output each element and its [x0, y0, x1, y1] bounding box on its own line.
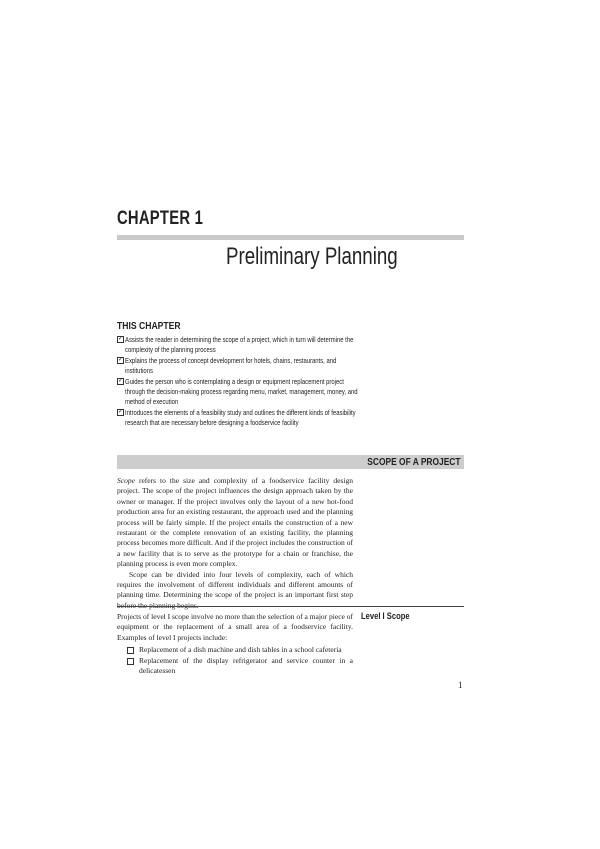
objective-text: Introduces the elements of a feasibility study and outlines the different kinds of feasibility research that are necessary before designing a foodservice facility	[125, 407, 356, 428]
section-title: SCOPE OF A PROJECT	[366, 456, 460, 468]
list-item	[117, 645, 353, 655]
list-item-text: Replacement of the display refrigerator and service counter in a delicatessen	[139, 655, 353, 676]
list-item	[117, 656, 353, 677]
examples-list	[117, 645, 353, 676]
this-chapter-heading: THIS CHAPTER	[117, 320, 181, 332]
section-body	[117, 476, 353, 611]
chapter-rule	[117, 235, 464, 240]
section-heading-band	[117, 455, 464, 469]
objective-item	[117, 335, 417, 356]
term-scope: Scope	[117, 476, 135, 485]
chapter-objectives-list	[117, 335, 417, 429]
body-paragraph: Projects of level I scope involve no more than the selection of a major piece of equipment or the replacement of a small area of a foodservice facility. Examples of level I projects include:	[117, 612, 353, 642]
chapter-title: Preliminary Planning	[226, 243, 398, 270]
checkbox-checked-icon: ✓	[118, 377, 124, 384]
objective-text: Guides the person who is contemplating a design or equipment replacement project through the decision-making process regarding menu, market, management, money, and method of execution	[125, 376, 358, 407]
checkbox-checked-icon: ✓	[118, 408, 124, 415]
paragraph-text: refers to the size and complexity of a foodservice facility design project. The scope of the project influences the design approach taken by the owner or manager. If the project involves only the layout of a new hot-food production area for an existing restaurant, the approach used and the planning process will be fairly simple. If the project entails the construction of a new restaurant or the complete renovation of an existing facility, the planning process becomes more difficult. And if the project includes the construction of a new facility that is to serve as the prototype for a chain or franchise, the planning process is even more complex.	[117, 476, 353, 569]
checkbox-checked-icon: ✓	[118, 356, 124, 363]
list-item-text: Replacement of a dish machine and dish tables in a school cafeteria	[139, 645, 342, 655]
subsection-body	[117, 612, 353, 676]
objective-item	[117, 377, 417, 408]
page-number: 1	[458, 680, 463, 690]
checkbox-checked-icon: ✓	[118, 336, 124, 342]
subsection-rule	[117, 606, 464, 607]
objective-text: Explains the process of concept development for hotels, chains, restaurants, and institutions	[125, 355, 337, 376]
body-paragraph	[117, 476, 353, 570]
checkbox-empty-icon	[127, 647, 134, 654]
objective-item	[117, 356, 417, 377]
objective-text: Assists the reader in determining the scope of a project, which in turn will determine the complexity of the planning process	[125, 335, 354, 355]
subsection-heading: Level I Scope	[361, 611, 410, 622]
body-paragraph: Scope can be divided into four levels of complexity, each of which requires the involvement of different individuals and different amounts of planning time. Determining the scope of the project is an important first step before the planning begins.	[117, 569, 353, 610]
objective-item	[117, 408, 417, 429]
checkbox-empty-icon	[127, 658, 134, 665]
chapter-label: CHAPTER 1	[117, 208, 204, 229]
